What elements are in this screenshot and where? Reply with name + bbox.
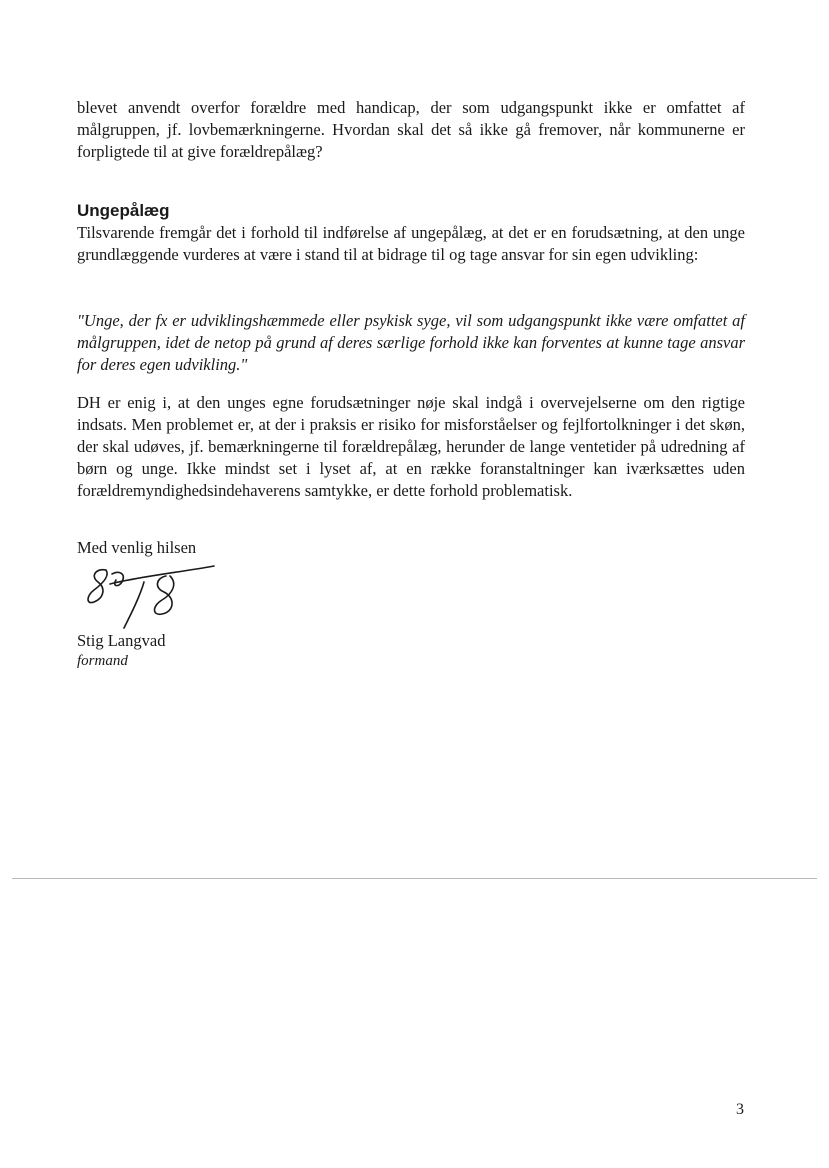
signer-title: formand [77,653,128,669]
greeting: Med venlig hilsen [77,538,197,557]
footer-divider [12,878,817,879]
page-number: 3 [736,1101,744,1118]
section-paragraph: Tilsvarende fremgår det i forhold til indførelse af ungepålæg, at det er en forudsætning, at den unge grundlæggende vurderes at være i stand til at bidrage til og tage ansvar for sin egen udvikling: [77,223,745,264]
block-quote: "Unge, der fx er udviklingshæmmede eller psykisk syge, vil som udgangspunkt ikke være omfattet af målgruppen, idet de netop på grund af deres særlige forhold ikke kan forventes at kunne tage ansvar for deres egen udvikling." [77,311,745,374]
intro-paragraph: blevet anvendt overfor forældre med handicap, der som udgangspunkt ikke er omfattet af målgruppen, jf. lovbemærkningerne. Hvordan skal det så ikke gå fremover, når kommunerne er forpligtede til at give forældrepålæg? [77,98,745,161]
closing-paragraph: DH er enig i, at den unges egne forudsætninger nøje skal indgå i overvejelserne om den rigtige indsats. Men problemet er, at der i praksis er risiko for misforståelser og fejlfortolkninger i det skøn, der skal udøves, jf. bemærkningerne til forældrepålæg, herunder de lange ventetider på udredning af børn og unge. Ikke mindst set i lyset af, at en række foranstaltninger kan iværksættes uden forældremyndighedsindehaverens samtykke, er dette forhold problematisk. [77,393,745,500]
section-heading: Ungepålæg [77,201,170,220]
signer-name: Stig Langvad [77,631,166,650]
signature-icon [82,562,222,636]
